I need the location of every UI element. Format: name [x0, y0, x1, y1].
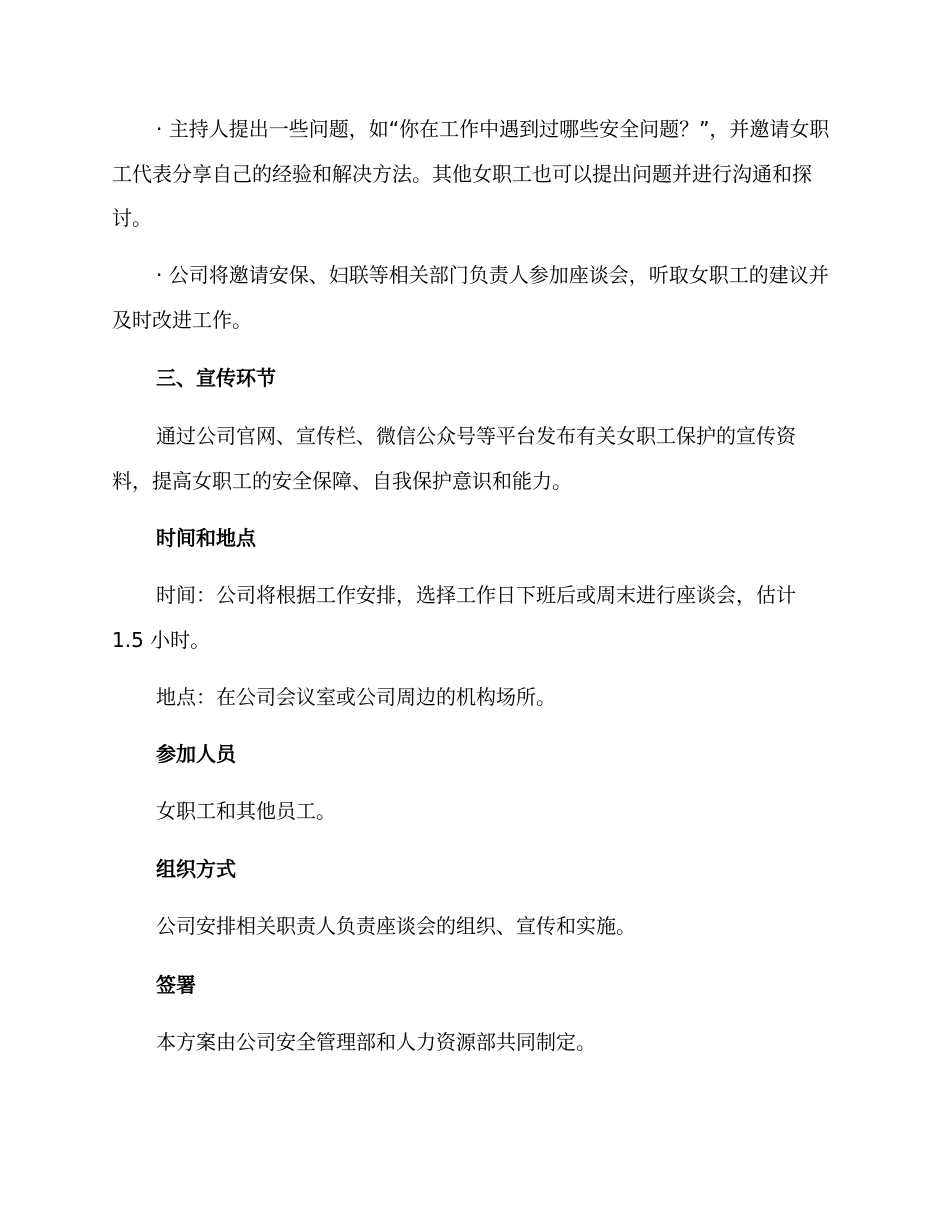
- paragraph-leaders: · 公司将邀请安保、妇联等相关部门负责人参加座谈会，听取女职工的建议并及时改进工作。: [112, 263, 829, 332]
- paragraph-promotion: 通过公司官网、宣传栏、微信公众号等平台发布有关女职工保护的宣传资料，提高女职工的安全保障、自我保护意识和能力。: [112, 424, 796, 493]
- paragraph-questions: · 主持人提出一些问题，如“你在工作中遇到过哪些安全问题？”，并邀请女职工代表分享自己的经验和解决方法。其他女职工也可以提出问题并进行沟通和探讨。: [112, 117, 830, 230]
- paragraph-participants: 女职工和其他员工。: [156, 799, 336, 823]
- section-heading-time-place: 时间和地点: [156, 526, 256, 550]
- section-heading-signature: 签署: [156, 973, 196, 997]
- section-heading-promotion: 三、宣传环节: [156, 366, 276, 390]
- section-heading-organization: 组织方式: [156, 857, 236, 881]
- paragraph-organization: 公司安排相关职责人负责座谈会的组织、宣传和实施。: [156, 914, 636, 938]
- section-heading-participants: 参加人员: [156, 742, 236, 766]
- paragraph-signature: 本方案由公司安全管理部和人力资源部共同制定。: [156, 1030, 596, 1054]
- paragraph-time: 时间：公司将根据工作安排，选择工作日下班后或周末进行座谈会，估计 1.5 小时。: [112, 583, 796, 652]
- paragraph-place: 地点：在公司会议室或公司周边的机构场所。: [156, 685, 556, 709]
